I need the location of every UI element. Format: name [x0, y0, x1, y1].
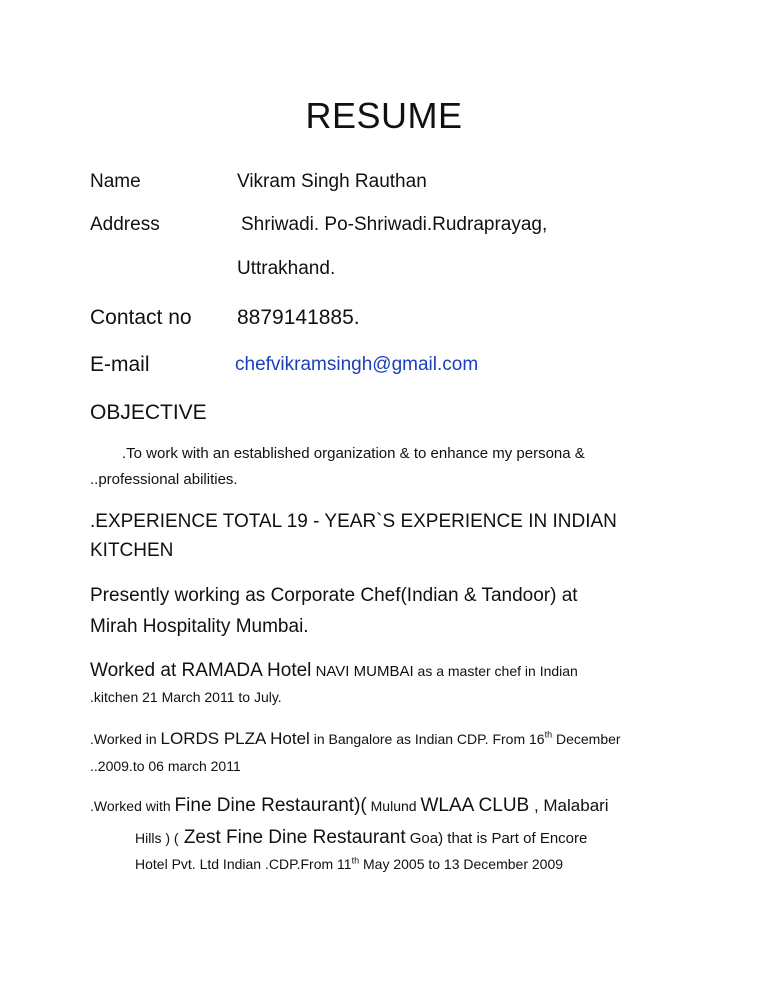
present-position-line-1: Presently working as Corporate Chef(Indian & Tandoor) at	[90, 585, 578, 606]
ramada-line-1	[90, 661, 578, 680]
lords-prefix: .Worked in	[90, 731, 161, 747]
objective-line-2: ..professional abilities.	[90, 471, 238, 488]
objective-line-1: .To work with an established organization & to enhance my persona &	[122, 445, 585, 462]
fine-dine-cdp: Hotel Pvt. Ltd Indian .CDP.From 11	[135, 856, 352, 872]
fine-dine-line-3	[135, 857, 563, 871]
address-label: Address	[90, 214, 160, 235]
fine-dine-goa: Goa) that is Part of Encore	[405, 830, 588, 847]
experience-heading-line-1: .EXPERIENCE TOTAL 19 - YEAR`S EXPERIENCE IN INDIAN	[90, 511, 617, 532]
fine-dine-sup: th	[351, 855, 360, 866]
fine-dine-dates: May 2005 to 13 December 2009	[359, 856, 564, 872]
contact-value: 8879141885.	[237, 306, 360, 329]
lords-line-1	[90, 730, 621, 748]
name-label: Name	[90, 171, 141, 192]
lords-end: December	[552, 731, 621, 747]
ramada-city: NAVI MUMBAI	[311, 663, 414, 680]
address-line-2: Uttrakhand.	[237, 258, 336, 279]
fine-dine-hills: Hills ) (	[135, 830, 179, 846]
experience-heading-line-2: KITCHEN	[90, 540, 174, 561]
name-value: Vikram Singh Rauthan	[237, 171, 427, 192]
fine-dine-prefix: .Worked with	[90, 798, 175, 814]
page-title: RESUME	[305, 95, 463, 136]
address-line-1: Shriwadi. Po-Shriwadi.Rudraprayag,	[241, 214, 548, 235]
lords-sup: th	[544, 729, 553, 740]
fine-dine-name: Fine Dine Restaurant)(	[174, 795, 367, 816]
ramada-line-2: .kitchen 21 March 2011 to July.	[90, 689, 282, 705]
fine-dine-mulund: Mulund	[366, 798, 421, 814]
contact-label: Contact no	[90, 306, 192, 329]
objective-heading: OBJECTIVE	[90, 401, 207, 424]
lords-mid: in Bangalore as Indian CDP. From 16	[309, 731, 545, 747]
fine-dine-line-1	[90, 796, 609, 815]
lords-line-2: ..2009.to 06 march 2011	[90, 758, 241, 774]
email-link[interactable]: chefvikramsingh@gmail.com	[235, 354, 479, 375]
lords-hotel: LORDS PLZA Hotel	[160, 729, 310, 748]
fine-dine-club: WLAA CLUB	[420, 795, 530, 816]
present-position-line-2: Mirah Hospitality Mumbai.	[90, 616, 309, 637]
fine-dine-line-2	[135, 828, 587, 847]
ramada-hotel: Worked at RAMADA Hotel	[90, 660, 312, 681]
fine-dine-after-club: , Malabari	[529, 796, 609, 815]
email-label: E-mail	[90, 353, 150, 376]
ramada-role: as a master chef in Indian	[413, 663, 578, 679]
fine-dine-zest: Zest Fine Dine Restaurant	[178, 827, 406, 848]
